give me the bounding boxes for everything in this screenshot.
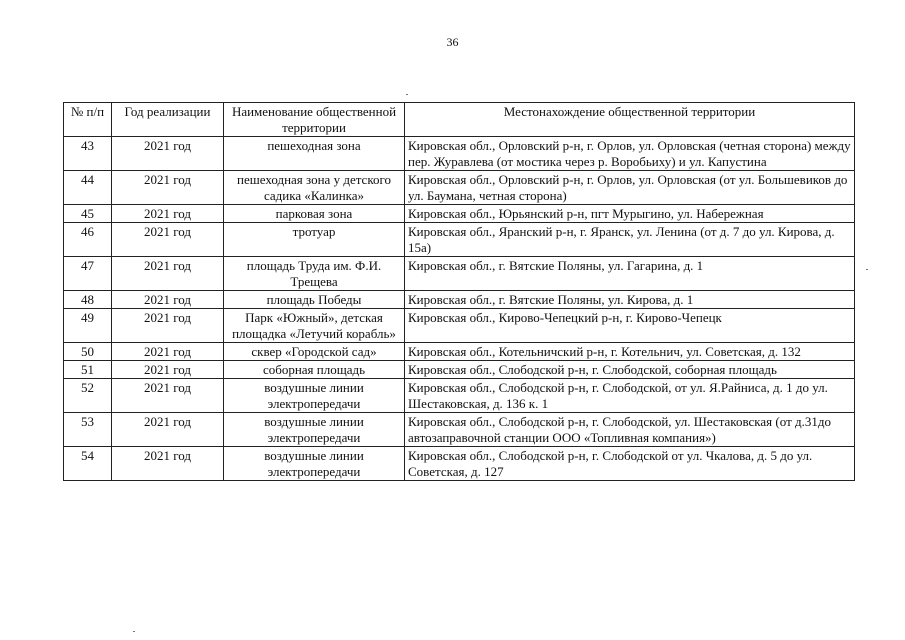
row-name: тротуар bbox=[224, 223, 405, 257]
row-location: Кировская обл., г. Вятские Поляны, ул. Кирова, д. 1 bbox=[405, 291, 855, 309]
row-name: Парк «Южный», детская площадка «Летучий корабль» bbox=[224, 309, 405, 343]
row-num: 52 bbox=[64, 379, 112, 413]
table-row bbox=[64, 447, 855, 481]
header-num: № п/п bbox=[64, 103, 112, 137]
table-row bbox=[64, 343, 855, 361]
scan-speck bbox=[866, 269, 868, 270]
row-num: 43 bbox=[64, 137, 112, 171]
row-location: Кировская обл., Слободской р-н, г. Слободской, соборная площадь bbox=[405, 361, 855, 379]
row-year: 2021 год bbox=[112, 447, 224, 481]
header-year: Год реализации bbox=[112, 103, 224, 137]
row-num: 53 bbox=[64, 413, 112, 447]
row-location: Кировская обл., Кирово-Чепецкий р-н, г. Кирово-Чепецк bbox=[405, 309, 855, 343]
table-row bbox=[64, 223, 855, 257]
row-num: 45 bbox=[64, 205, 112, 223]
table-row bbox=[64, 257, 855, 291]
table-header-row bbox=[64, 103, 855, 137]
public-territories-table bbox=[63, 102, 855, 481]
row-location: Кировская обл., Орловский р-н, г. Орлов, ул. Орловская (от ул. Большевиков до ул. Баумана, четная сторона) bbox=[405, 171, 855, 205]
row-year: 2021 год bbox=[112, 413, 224, 447]
row-name: пешеходная зона у детского садика «Калинка» bbox=[224, 171, 405, 205]
row-name: воздушные линии электропередачи bbox=[224, 413, 405, 447]
row-year: 2021 год bbox=[112, 309, 224, 343]
row-location: Кировская обл., Орловский р-н, г. Орлов, ул. Орловская (четная сторона) между пер. Журавлева (от мостика через р. Воробьиху) и ул. Капустина bbox=[405, 137, 855, 171]
table-row bbox=[64, 205, 855, 223]
row-name: соборная площадь bbox=[224, 361, 405, 379]
row-location: Кировская обл., Яранский р-н, г. Яранск, ул. Ленина (от д. 7 до ул. Кирова, д. 15а) bbox=[405, 223, 855, 257]
table-row bbox=[64, 309, 855, 343]
row-num: 47 bbox=[64, 257, 112, 291]
header-location: Местонахождение общественной территории bbox=[405, 103, 855, 137]
row-num: 54 bbox=[64, 447, 112, 481]
table-row bbox=[64, 413, 855, 447]
row-location: Кировская обл., Котельничский р-н, г. Котельнич, ул. Советская, д. 132 bbox=[405, 343, 855, 361]
row-location: Кировская обл., Юрьянский р-н, пгт Мурыгино, ул. Набережная bbox=[405, 205, 855, 223]
row-location: Кировская обл., Слободской р-н, г. Слободской, ул. Шестаковская (от д.31до автозаправочной станции ООО «Топливная компания») bbox=[405, 413, 855, 447]
row-year: 2021 год bbox=[112, 379, 224, 413]
table-row bbox=[64, 291, 855, 309]
row-num: 46 bbox=[64, 223, 112, 257]
row-name: воздушные линии электропередачи bbox=[224, 447, 405, 481]
row-year: 2021 год bbox=[112, 223, 224, 257]
row-year: 2021 год bbox=[112, 205, 224, 223]
row-num: 44 bbox=[64, 171, 112, 205]
scan-speck bbox=[406, 94, 408, 95]
table-row bbox=[64, 379, 855, 413]
header-name: Наименование общественной территории bbox=[224, 103, 405, 137]
row-name: сквер «Городской сад» bbox=[224, 343, 405, 361]
table-row bbox=[64, 137, 855, 171]
row-num: 50 bbox=[64, 343, 112, 361]
row-location: Кировская обл., Слободской р-н, г. Слободской от ул. Чкалова, д. 5 до ул. Советская, д. 127 bbox=[405, 447, 855, 481]
row-name: пешеходная зона bbox=[224, 137, 405, 171]
row-name: парковая зона bbox=[224, 205, 405, 223]
row-name: площадь Труда им. Ф.И. Трещева bbox=[224, 257, 405, 291]
row-year: 2021 год bbox=[112, 291, 224, 309]
row-year: 2021 год bbox=[112, 361, 224, 379]
row-year: 2021 год bbox=[112, 171, 224, 205]
table-row bbox=[64, 361, 855, 379]
row-year: 2021 год bbox=[112, 343, 224, 361]
row-num: 48 bbox=[64, 291, 112, 309]
row-year: 2021 год bbox=[112, 257, 224, 291]
row-location: Кировская обл., Слободской р-н, г. Слободской, от ул. Я.Райниса, д. 1 до ул. Шестаковская, д. 136 к. 1 bbox=[405, 379, 855, 413]
table-row bbox=[64, 171, 855, 205]
page-number: 36 bbox=[446, 35, 459, 49]
row-location: Кировская обл., г. Вятские Поляны, ул. Гагарина, д. 1 bbox=[405, 257, 855, 291]
scan-speck bbox=[133, 631, 135, 632]
row-year: 2021 год bbox=[112, 137, 224, 171]
row-num: 49 bbox=[64, 309, 112, 343]
row-num: 51 bbox=[64, 361, 112, 379]
row-name: воздушные линии электропередачи bbox=[224, 379, 405, 413]
row-name: площадь Победы bbox=[224, 291, 405, 309]
